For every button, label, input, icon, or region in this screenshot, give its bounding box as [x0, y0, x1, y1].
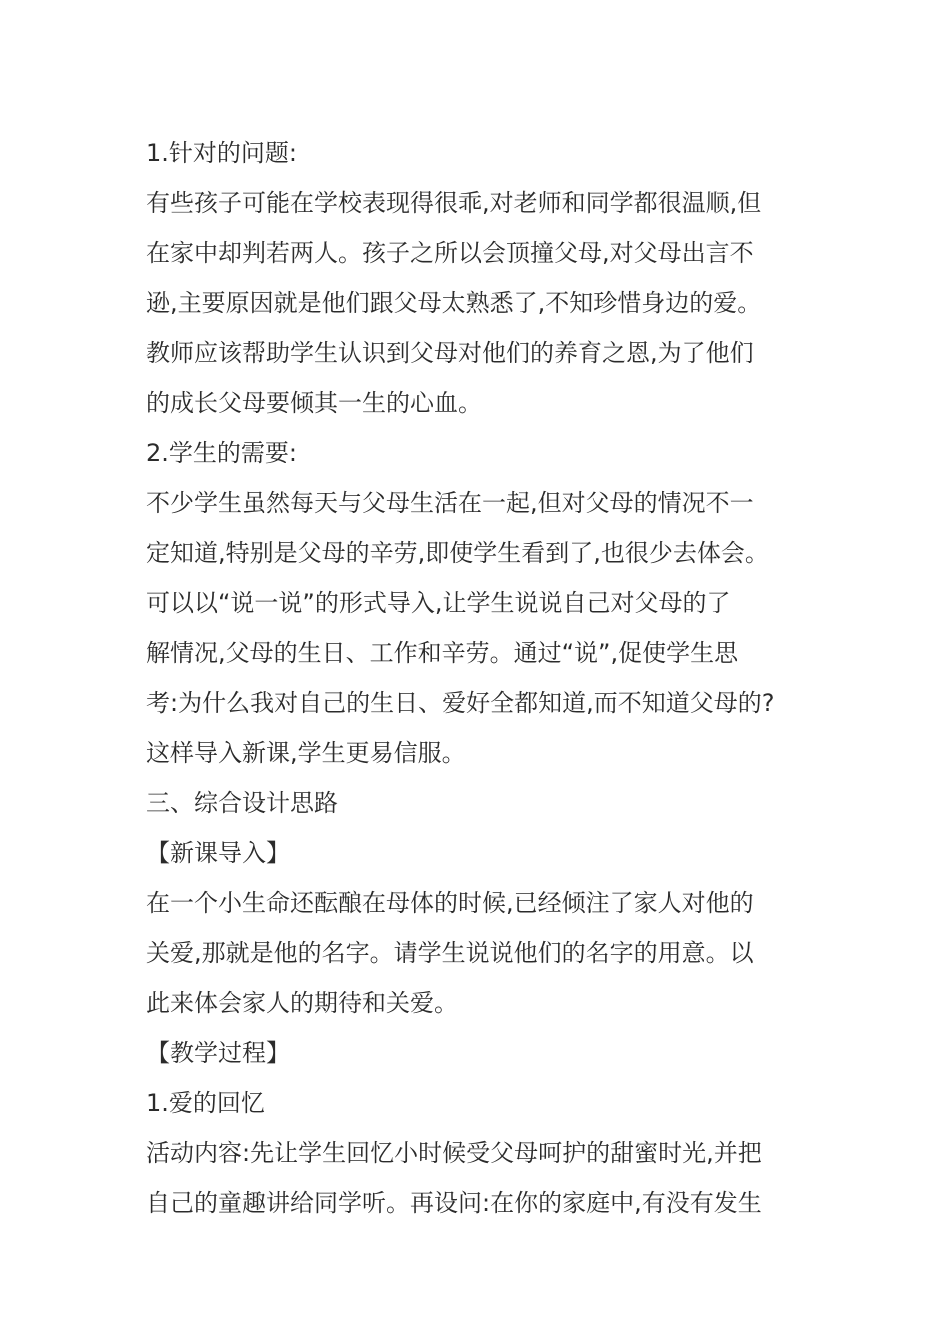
paragraph-line: 有些孩子可能在学校表现得很乖,对老师和同学都很温顺,但	[146, 189, 762, 217]
document-body	[146, 128, 826, 1228]
section-heading-student-needs: 2.学生的需要:	[146, 439, 297, 467]
paragraph-line: 考:为什么我对自己的生日、爱好全都知道,而不知道父母的?	[146, 689, 775, 717]
paragraph-line: 关爱,那就是他的名字。请学生说说他们的名字的用意。以	[146, 939, 754, 967]
section-heading-design-ideas: 三、综合设计思路	[146, 789, 338, 817]
paragraph-line: 逊,主要原因就是他们跟父母太熟悉了,不知珍惜身边的爱。	[146, 289, 762, 317]
subsection-heading-lesson-intro: 【新课导入】	[146, 839, 290, 867]
paragraph-line: 自己的童趣讲给同学听。再设问:在你的家庭中,有没有发生	[146, 1189, 762, 1217]
paragraph-line: 可以以“说一说”的形式导入,让学生说说自己对父母的了	[146, 589, 731, 617]
paragraph-line: 教师应该帮助学生认识到父母对他们的养育之恩,为了他们	[146, 339, 754, 367]
paragraph-line: 解情况,父母的生日、工作和辛劳。通过“说”,促使学生思	[146, 639, 739, 667]
paragraph-line: 不少学生虽然每天与父母生活在一起,但对父母的情况不一	[146, 489, 754, 517]
subsection-heading-teaching-process: 【教学过程】	[146, 1039, 290, 1067]
paragraph-line: 在一个小生命还酝酿在母体的时候,已经倾注了家人对他的	[146, 889, 754, 917]
section-heading-targeted-problem: 1.针对的问题:	[146, 139, 297, 167]
paragraph-line: 此来体会家人的期待和关爱。	[146, 989, 458, 1017]
paragraph-line: 在家中却判若两人。孩子之所以会顶撞父母,对父母出言不	[146, 239, 754, 267]
paragraph-line: 的成长父母要倾其一生的心血。	[146, 389, 482, 417]
paragraph-line: 这样导入新课,学生更易信服。	[146, 739, 466, 767]
item-heading-memory-of-love: 1.爱的回忆	[146, 1089, 265, 1117]
paragraph-line: 活动内容:先让学生回忆小时候受父母呵护的甜蜜时光,并把	[146, 1139, 762, 1167]
paragraph-line: 定知道,特别是父母的辛劳,即使学生看到了,也很少去体会。	[146, 539, 769, 567]
